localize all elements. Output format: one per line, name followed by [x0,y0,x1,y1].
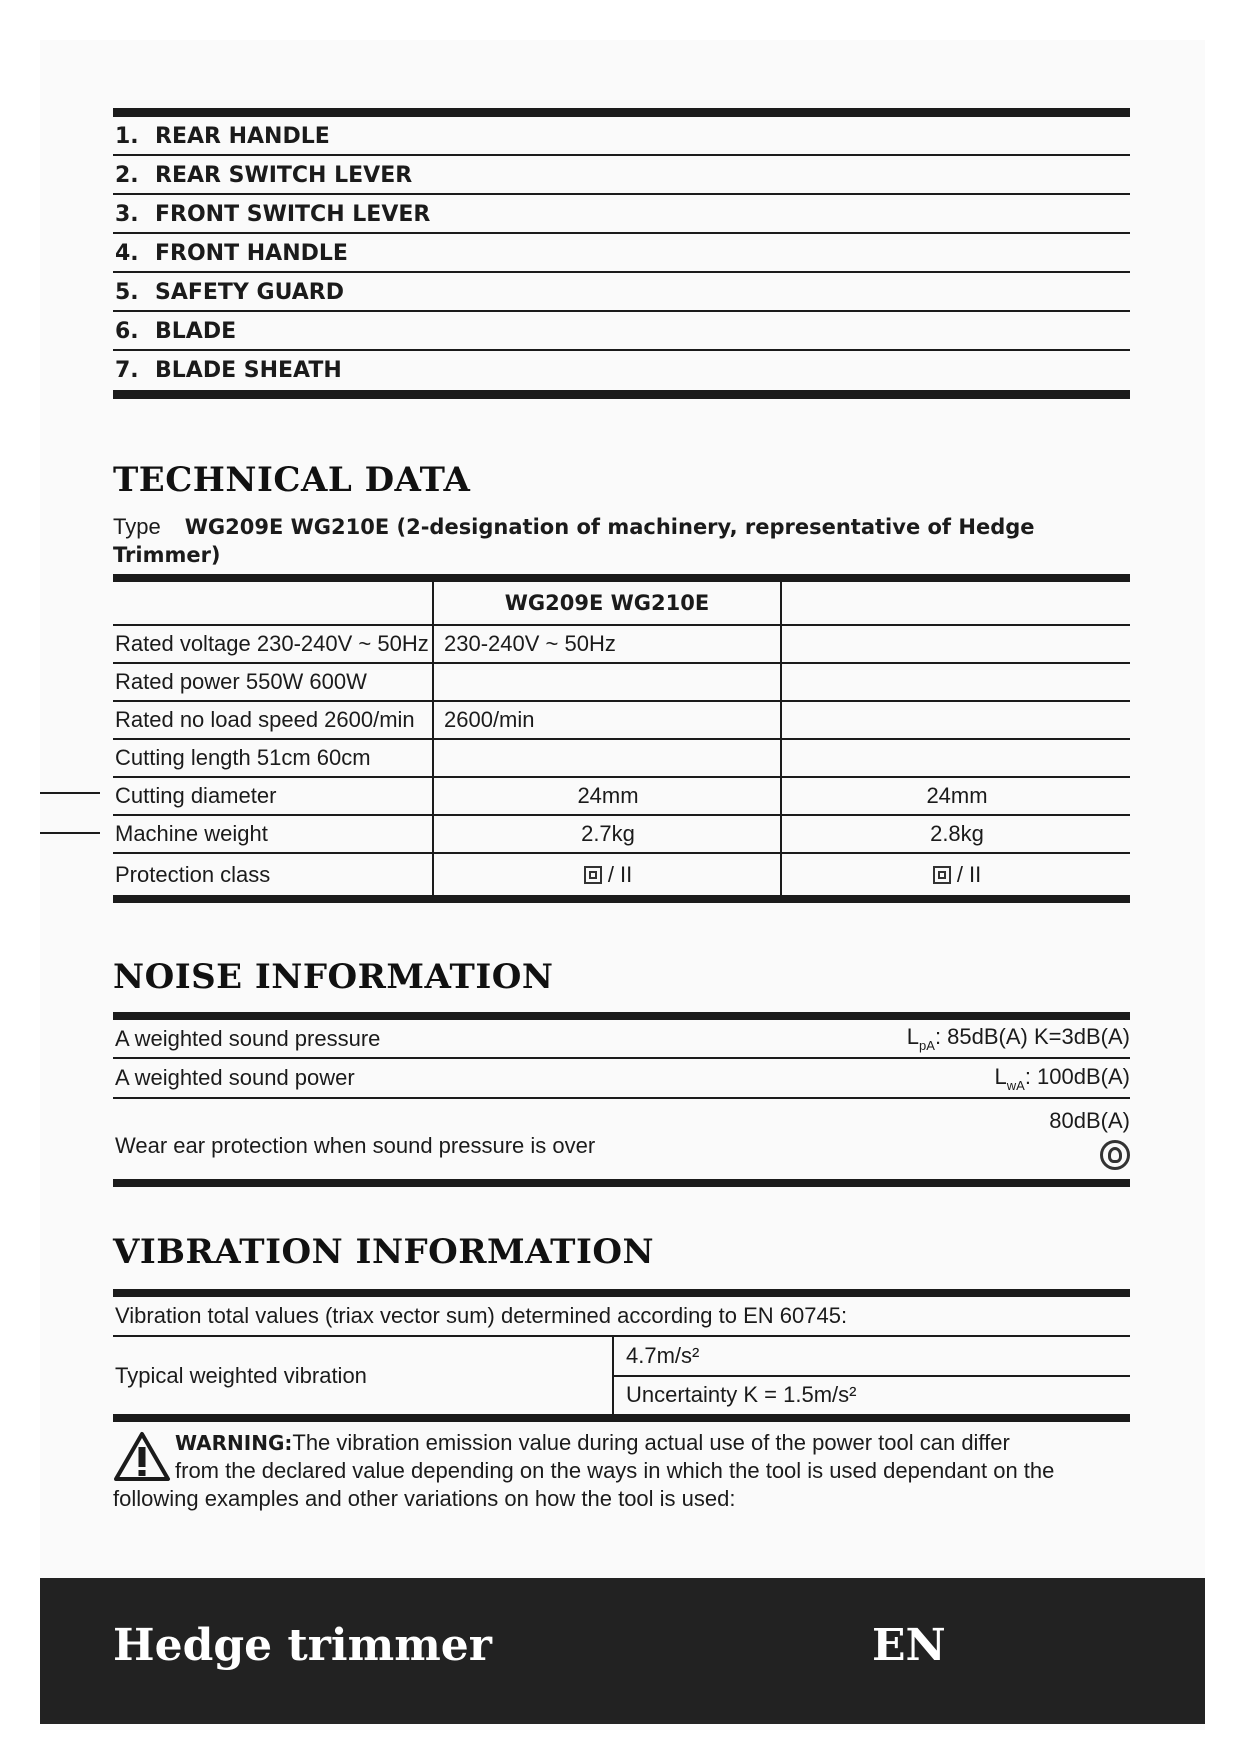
table-row: A weighted sound power $L_{wA}$: 100dB(A) [113,1059,1130,1099]
language-code: EN [872,1620,946,1671]
type-line [113,513,1130,569]
table-row: Wear ear protection when sound pressure is over 80dB(A) [113,1099,1130,1179]
warning-icon [113,1431,171,1483]
margin-mark [40,792,100,794]
technical-table [113,574,1130,903]
table-row: Machine weight 2.7kg 2.8kg [113,815,1130,853]
list-item: 6. BLADE [113,312,1130,351]
vibration-table [113,1289,1130,1422]
type-value-cont: Trimmer) [113,543,221,567]
table-row: Cutting diameter 24mm 24mm [113,777,1130,815]
list-item: 4. FRONT HANDLE [113,234,1130,273]
list-item: 1. REAR HANDLE [113,117,1130,156]
warning-block: WARNING:The vibration emission value during actual use of the power tool can differ from the declared value depending on the ways in which the tool is used dependant on the following examples and other variations on how the tool is used: [113,1430,1055,1511]
model-header: WG209E WG210E [433,582,781,625]
vibration-table-header: Vibration total values (triax vector sum) determined according to EN 60745: [113,1297,1130,1337]
footer-title: Hedge trimmer [113,1620,492,1671]
table-row: Typical weighted vibration 4.7m/s² Uncertainty K = 1.5m/s² [113,1337,1130,1414]
table-row: Rated voltage 230-240V ~ 50Hz 230-240V ~ 50Hz [113,625,1130,663]
table-row: Rated power 550W 600W [113,663,1130,701]
type-label: Type [113,514,161,539]
table-row: Protection class / II / II [113,853,1130,895]
noise-heading: NOISE INFORMATION [113,957,554,997]
list-item: 3. FRONT SWITCH LEVER [113,195,1130,234]
noise-table [113,1012,1130,1187]
footer-bar [40,1578,1205,1724]
technical-data-heading: TECHNICAL DATA [113,460,471,500]
type-value: WG209E WG210E (2-designation of machinery, representative of Hedge [184,515,1035,539]
double-insulation-icon [584,866,602,884]
list-item: 5. SAFETY GUARD [113,273,1130,312]
parts-list [113,108,1130,399]
list-item: 7. BLADE SHEATH [115,358,342,383]
vibration-heading: VIBRATION INFORMATION [113,1232,655,1272]
table-row: A weighted sound pressure $L_{pA}$: 85dB(A) K=3dB(A) [113,1020,1130,1059]
margin-mark [40,832,100,834]
table-row: Rated no load speed 2600/min 2600/min [113,701,1130,739]
table-row: Cutting length 51cm 60cm [113,739,1130,777]
list-item: 2. REAR SWITCH LEVER [113,156,1130,195]
double-insulation-icon [933,866,951,884]
ear-protection-icon [1100,1140,1130,1170]
table-header-row [113,582,1130,625]
